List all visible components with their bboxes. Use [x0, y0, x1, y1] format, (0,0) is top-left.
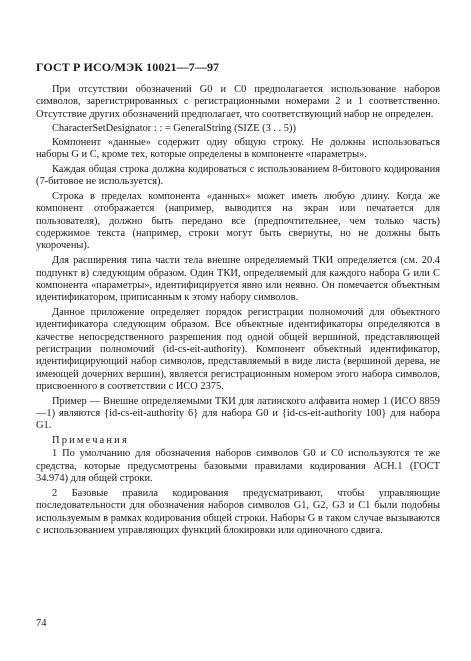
paragraph-example: Пример — Внешне определяемыми ТКИ для латинского алфавита номер 1 (ИСО 8859—1) являются {id-cs-eit-authority 6} для набора G0 и {id-cs-eit-authority 100} для набора G1.: [36, 395, 440, 432]
paragraph: Компонент «данные» содержит одну общую строку. Не должны использоваться наборы G и C, кроме тех, которые определены в компоненте «параметры».: [36, 136, 440, 161]
paragraph-asn1-definition: CharacterSetDesignator : : = GeneralString (SIZE (3 . . 5)): [52, 123, 296, 135]
paragraph: Для расширения типа части тела внешне определяемый ТКИ определяется (см. 20.4 подпункт в) следующим образом. Один ТКИ, определяемый для каждого набора G или C компонента «параметры», идентифицируется явно или неявно. Он помечается объектным идентификатором, приписанным к этому набору символов.: [36, 255, 440, 304]
paragraph: Данное приложение определяет порядок регистрации полномочий для объектного идентификатора следующим образом. Все объектные идентификаторы определяются в качестве непосредственного разрешения под одной общей вершиной, представляющей регистрации полномочий (id-cs-eit-authority). Компонент объектный идентификатор, идентифицирующий набор символов, представляемый в виде листа (вершиной дерева, не имеющей дочерних вершин), является регистрационным номером этого набора символов, присвоенного в соответствии с ИСО 2375.: [36, 307, 440, 392]
standard-header: ГОСТ Р ИСО/МЭК 10021—7—97: [36, 60, 220, 74]
note-item: 1 По умолчанию для обозначения наборов символов G0 и C0 используются те же средства, которые предусмотрены базовыми правилами кодирования АСН.1 (ГОСТ 34.974) для общей строки.: [36, 448, 440, 485]
document-body: [36, 84, 440, 540]
notes-title: Примечания: [52, 435, 129, 447]
paragraph: Строка в пределах компонента «данных» может иметь любую длину. Когда же компонент отображается (например, выводится на экран или печатается для пользователя), должно быть передано все (предпочтительнее, чем только часть) содержимое текста (например, строки могут быть свернуты, но не должны быть укорочены).: [36, 191, 440, 252]
paragraph: Каждая общая строка должна кодироваться с использованием 8-битового кодирования (7-битовое не используется).: [36, 163, 440, 188]
page-number: 74: [36, 618, 47, 629]
paragraph: При отсутствии обозначений G0 и C0 предполагается использование наборов символов, зарегистрированных с регистрационными номерами 2 и 1 соответственно. Отсутствие других обозначений предполагает, что соответствующий набор не определен.: [36, 84, 440, 120]
note-item: 2 Базовые правила кодирования предусматривают, чтобы управляющие последовательности для обозначения наборов символов G1, G2, G3 и C1 были подобны используемым в рамках кодирования общей строки. Наборы G в таком случае вызываются с использованием управляющих функций блокировки или одиночного сдвига.: [36, 487, 440, 536]
